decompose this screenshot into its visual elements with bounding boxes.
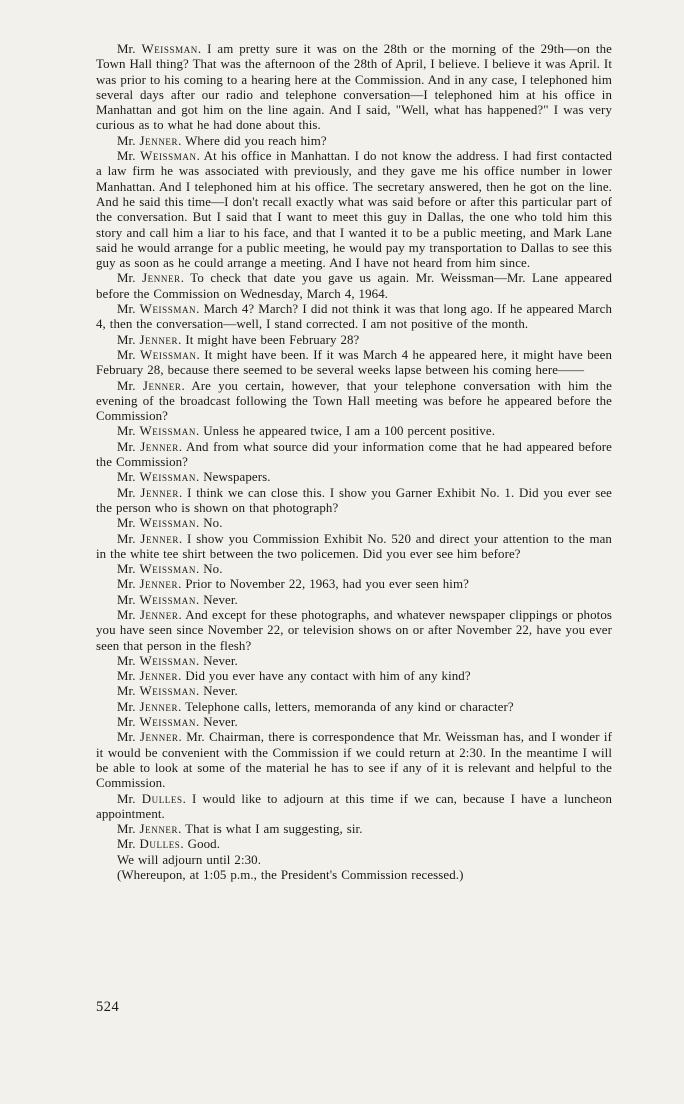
speaker-name: Mr. Jenner. bbox=[117, 133, 182, 148]
transcript-paragraph: Mr. Weissman. No. bbox=[117, 516, 223, 531]
transcript-paragraph: Mr. Weissman. At his office in Manhattan. I do not know the address. I had first contacted a law firm he was associated with previously, and they gave me his office number in lower Manhattan. And I telephoned him at his office. The secretary answered, then he got on the line. And he said this time—I don't recall exactly what was said before or after this particular part of the conversation. But I said that I want to meet this guy in Dallas, the one who told him this story and call him a liar to his face, and that I wanted it to be a public meeting, and Mark Lane said he would arrange for a public meeting, he would pay my transportation to Dallas to see this guy as soon as he could arrange a meeting. And I have not heard from him since. bbox=[96, 149, 612, 271]
speaker-name: Mr. Jenner. bbox=[117, 332, 182, 347]
speaker-name: Mr. Jenner. bbox=[117, 378, 185, 393]
speaker-name: Mr. Weissman. bbox=[117, 715, 200, 730]
transcript-paragraph: Mr. Weissman. Never. bbox=[117, 684, 238, 699]
transcript-paragraph: Mr. Weissman. March 4? March? I did not think it was that long ago. If he appeared March 4, then the conversation—well, I stand corrected. I am not positive of the month. bbox=[96, 302, 612, 332]
transcript-paragraph: Mr. Jenner. I think we can close this. I show you Garner Exhibit No. 1. Did you ever see the person who is shown on that photograph? bbox=[96, 485, 612, 515]
speaker-name: Mr. Weissman. bbox=[117, 470, 200, 485]
transcript-paragraph: Mr. Jenner. Mr. Chairman, there is correspondence that Mr. Weissman has, and I wonder if it would be convenient with the Commission if we could return at 2:30. In the meantime I will be able to look at some of the material he has to see if any of it is relevant and helpful to the Commission. bbox=[96, 730, 612, 791]
transcript-paragraph: Mr. Jenner. Where did you reach him? bbox=[117, 133, 327, 148]
transcript-paragraph: Mr. Jenner. To check that date you gave us again. Mr. Weissman—Mr. Lane appeared before the Commission on Wednesday, March 4, 1964. bbox=[96, 271, 612, 301]
transcript-paragraph: Mr. Weissman. It might have been. If it was March 4 he appeared here, it might have been February 28, because there seemed to be several weeks lapse between his coming here—— bbox=[96, 347, 612, 378]
speaker-name: Mr. Weissman. bbox=[117, 653, 200, 668]
transcript-paragraph: Mr. Jenner. Are you certain, however, that your telephone conversation with him the evening of the broadcast following the Town Hall meeting was before he appeared before the Commission? bbox=[96, 378, 612, 424]
speaker-name: Mr. Weissman. bbox=[117, 302, 200, 317]
transcript-paragraph: Mr. Weissman. No. bbox=[117, 562, 223, 577]
speaker-name: Mr. Weissman. bbox=[117, 516, 200, 531]
transcript-paragraph: Mr. Jenner. And from what source did your information come that he had appeared before the Commission? bbox=[96, 439, 612, 470]
page-number: 524 bbox=[96, 999, 120, 1015]
transcript-paragraph: Mr. Jenner. It might have been February 28? bbox=[117, 332, 360, 347]
speaker-name: Mr. Weissman. bbox=[117, 684, 200, 699]
speaker-name: Mr. Weissman. bbox=[117, 42, 202, 56]
transcript bbox=[96, 42, 612, 883]
speaker-name: Mr. Weissman. bbox=[117, 562, 200, 577]
speaker-name: Mr. Jenner. bbox=[117, 439, 183, 454]
speaker-name: Mr. Weissman. bbox=[117, 347, 200, 362]
transcript-paragraph: Mr. Jenner. And except for these photographs, and whatever newspaper clippings or photos you have seen since November 22, or television shows on or after November 22, have you ever seen that person in the flesh? bbox=[96, 607, 612, 653]
speaker-name: Mr. Weissman. bbox=[117, 592, 200, 607]
transcript-paragraph: Mr. Weissman. I am pretty sure it was on the 28th or the morning of the 29th—on the Town Hall thing? That was the afternoon of the 28th of April, I believe. I believe it was April. It was prior to his coming to a hearing here at the Commission. And in any case, I telephoned him several days after our radio and telephone conversation—I telephoned him at his office in Manhattan and got him on the line again. And I said, "Well, what has happened?" I was very curious as to what he had done about this. bbox=[96, 42, 612, 133]
transcript-paragraph: Mr. Weissman. Unless he appeared twice, I am a 100 percent positive. bbox=[117, 424, 496, 439]
transcript-paragraph: Mr. Weissman. Never. bbox=[117, 653, 238, 668]
speaker-name: Mr. Jenner. bbox=[117, 669, 182, 684]
speaker-name: Mr. Jenner. bbox=[117, 607, 182, 622]
speaker-name: Mr. Dulles. bbox=[117, 791, 186, 806]
transcript-paragraph: Mr. Jenner. I show you Commission Exhibit No. 520 and direct your attention to the man in the white tee shirt between the two policemen. Did you ever see him before? bbox=[96, 531, 612, 561]
transcript-paragraph: Mr. Weissman. Never. bbox=[117, 715, 238, 730]
speaker-name: Mr. Jenner. bbox=[117, 822, 182, 837]
speaker-name: Mr. Weissman. bbox=[117, 149, 200, 164]
transcript-note: We will adjourn until 2:30. bbox=[117, 852, 262, 867]
transcript-paragraph: Mr. Jenner. Did you ever have any contact with him of any kind? bbox=[117, 669, 471, 684]
transcript-paragraph: Mr. Dulles. I would like to adjourn at this time if we can, because I have a luncheon appointment. bbox=[96, 791, 612, 821]
transcript-paragraph: Mr. Weissman. Newspapers. bbox=[117, 470, 271, 485]
speaker-name: Mr. Jenner. bbox=[117, 730, 182, 745]
transcript-paragraph: Mr. Dulles. Good. bbox=[117, 837, 221, 852]
transcript-paragraph: Mr. Jenner. Telephone calls, letters, memoranda of any kind or character? bbox=[117, 699, 514, 714]
speaker-name: Mr. Jenner. bbox=[117, 485, 183, 500]
speaker-name: Mr. Weissman. bbox=[117, 424, 200, 439]
transcript-paragraph: Mr. Jenner. That is what I am suggesting, sir. bbox=[117, 822, 363, 837]
speaker-name: Mr. Jenner. bbox=[117, 271, 185, 286]
speaker-name: Mr. Dulles. bbox=[117, 837, 184, 852]
speaker-name: Mr. Jenner. bbox=[117, 577, 182, 592]
speaker-name: Mr. Jenner. bbox=[117, 699, 182, 714]
speaker-name: Mr. Jenner. bbox=[117, 531, 183, 546]
transcript-note: (Whereupon, at 1:05 p.m., the President's Commission recessed.) bbox=[117, 868, 464, 883]
transcript-paragraph: Mr. Weissman. Never. bbox=[117, 592, 238, 607]
transcript-paragraph: Mr. Jenner. Prior to November 22, 1963, had you ever seen him? bbox=[117, 577, 469, 592]
